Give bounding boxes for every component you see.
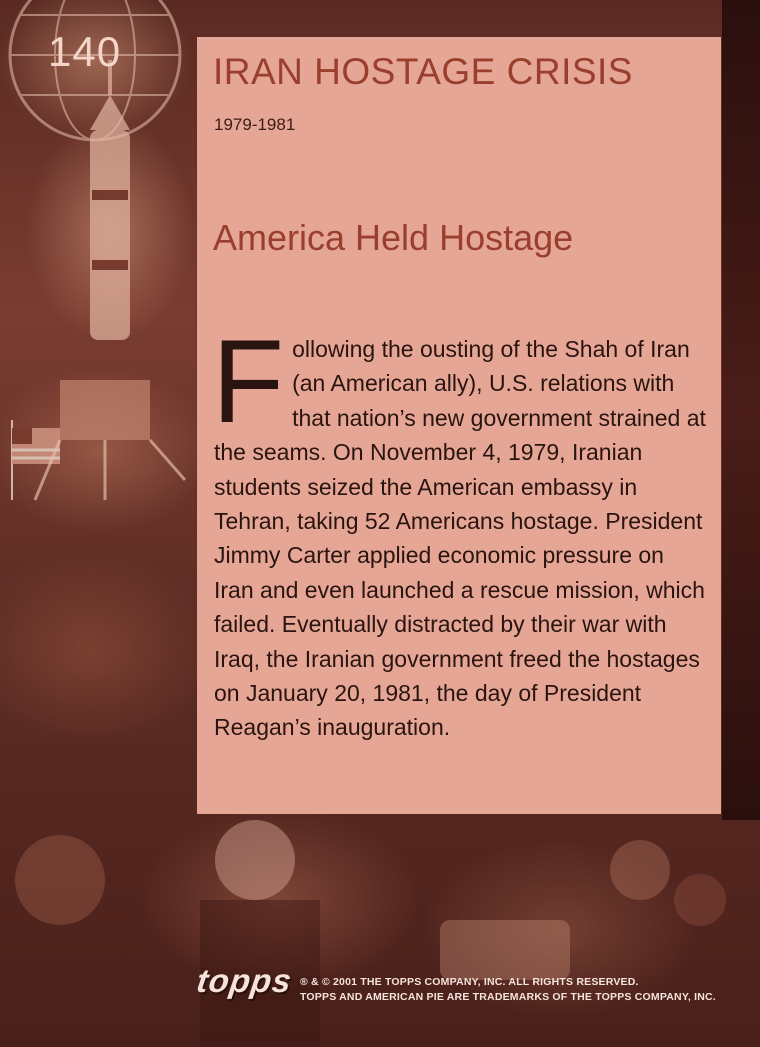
crowd-icon	[15, 820, 726, 1047]
card-number: 140	[48, 28, 122, 75]
body-paragraph: ollowing the ousting of the Shah of Iran (an American ally), U.S. relations with that nation’s new government strained at the seams. On November 4, 1979, Iranian students seized the American embassy in Tehran, taking 52 Americans hostage. President Jimmy Carter applied economic pressure on Iran and even launched a rescue mission, which failed. Eventually distracted by their war with Iraq, the Iranian government freed the hostages on January 20, 1981, the day of President Reagan’s inauguration.	[214, 336, 706, 741]
card-title: IRAN HOSTAGE CRISIS	[213, 51, 633, 92]
copyright-line: ® & © 2001 THE TOPPS COMPANY, INC. ALL RIGHTS RESERVED.	[300, 976, 639, 988]
rocket-icon	[90, 60, 130, 340]
text-panel	[197, 37, 721, 814]
right-border-strip	[722, 0, 760, 820]
card-subtitle: America Held Hostage	[213, 217, 574, 258]
card-years: 1979-1981	[214, 115, 296, 134]
drop-cap: F	[212, 316, 285, 448]
topps-logo: topps	[194, 962, 295, 999]
trademark-line: TOPPS AND AMERICAN PIE ARE TRADEMARKS OF THE TOPPS COMPANY, INC.	[300, 991, 716, 1003]
card-body	[212, 316, 708, 745]
